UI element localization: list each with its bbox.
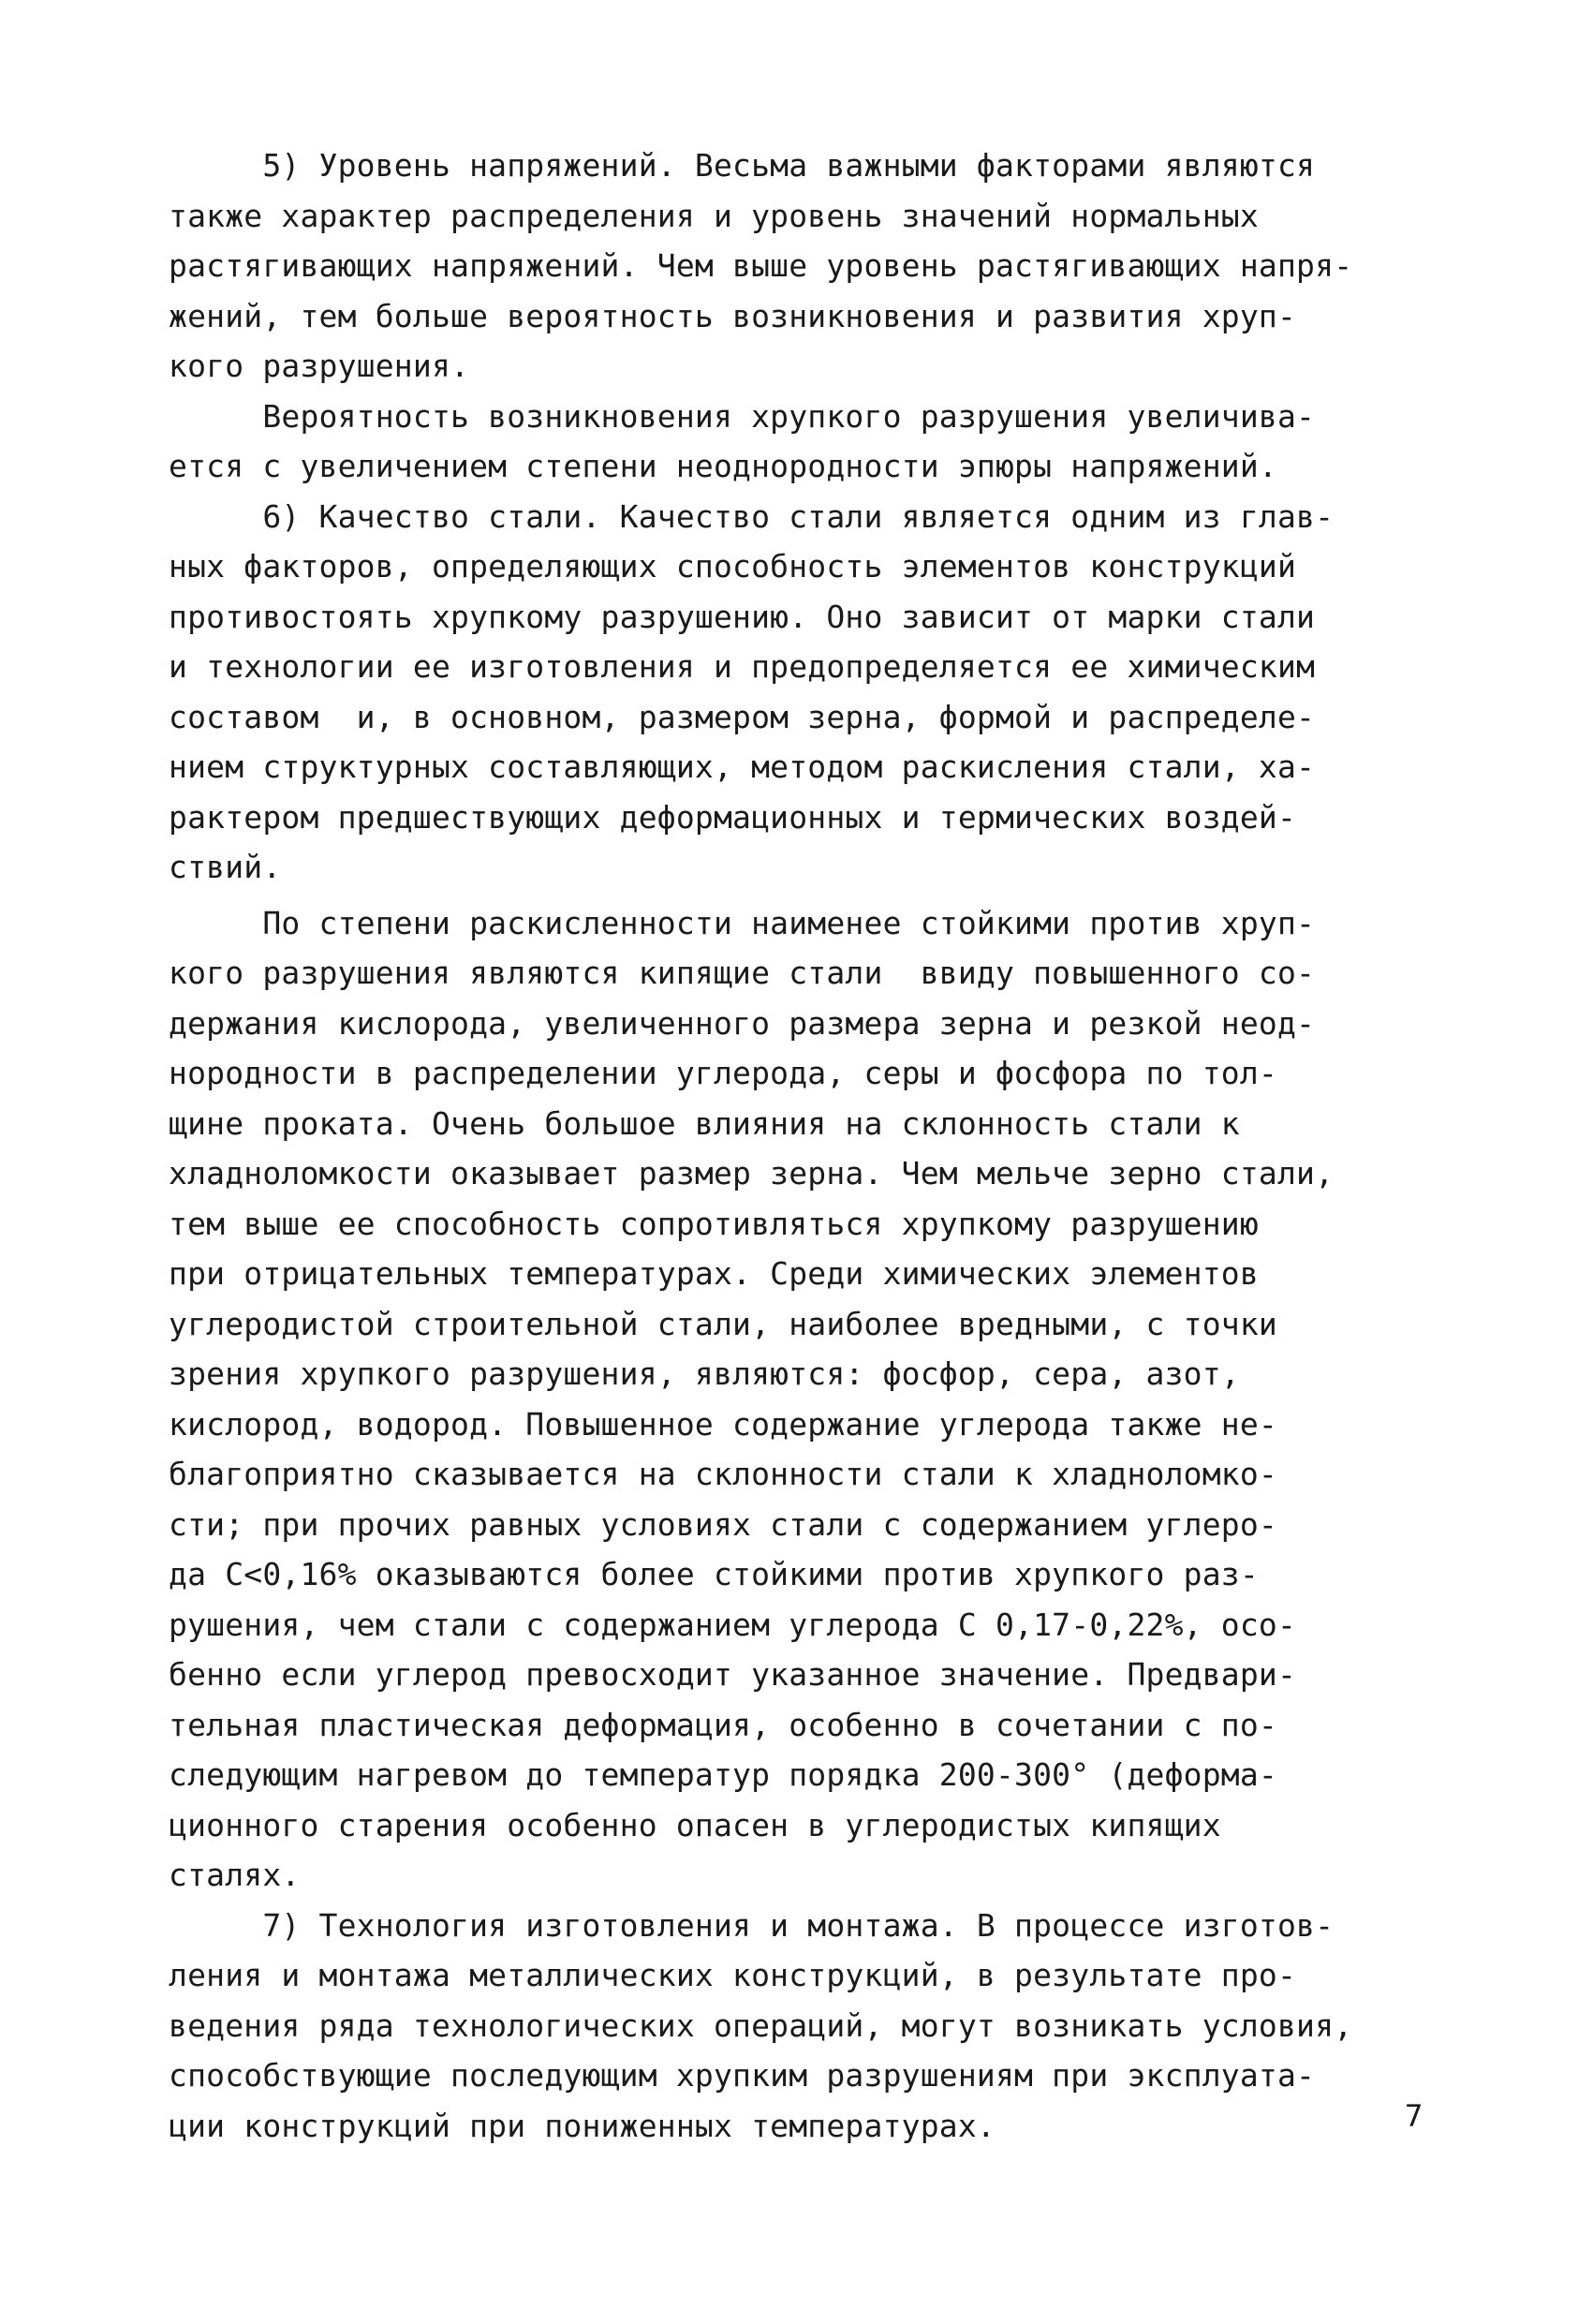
text-line: рактером предшествующих деформационных и термических воздей- [169, 798, 1297, 836]
text-line: кого разрушения. [169, 348, 470, 384]
text-line: 7) Технология изготовления и монтажа. В процессе изготов- [169, 1906, 1335, 1944]
text-line: ведения ряда технологических операций, могут возникать условия, [169, 2006, 1353, 2044]
text-line: да С<0,16% оказываются более стойкими против хрупкого раз- [169, 1556, 1259, 1592]
text-line: тельная пластическая деформация, особенно в сочетании с по- [169, 1706, 1277, 1743]
text-line: ствий. [169, 849, 282, 885]
text-line: тем выше ее способность сопротивляться хрупкому разрушению [169, 1205, 1259, 1242]
text-line: благоприятно сказывается на склонности стали к хладноломко- [169, 1456, 1277, 1492]
paragraph-stress-level [169, 141, 1461, 392]
text-line: ется с увеличением степени неоднородности эпюры напряжений. [169, 448, 1277, 484]
paragraph-steel-quality [169, 492, 1461, 893]
text-line: сталях. [169, 1857, 301, 1893]
text-line: способствующие последующим хрупким разрушениям при эксплуата- [169, 2057, 1316, 2094]
text-line: и технологии ее изготовления и предопределяется ее химическим [169, 648, 1316, 685]
text-line: сти; при прочих равных условиях стали с содержанием углеро- [169, 1505, 1277, 1543]
text-line: растягивающих напряжений. Чем выше уровень растягивающих напря- [169, 247, 1353, 284]
text-line: кого разрушения являются кипящие стали ввиду повышенного со- [169, 955, 1316, 991]
paragraph-fracture-probability [169, 392, 1461, 492]
text-line: хладноломкости оказывает размер зерна. Чем мельче зерно стали, [169, 1155, 1335, 1192]
text-line: ных факторов, определяющих способность элементов конструкций [169, 548, 1297, 585]
text-line: составом и, в основном, размером зерна, формой и распределе- [169, 698, 1316, 735]
text-line: углеродистой строительной стали, наиболее вредными, с точки [169, 1305, 1277, 1342]
paragraph-manufacturing [169, 1901, 1461, 2152]
text-line: жений, тем больше вероятность возникновения и развития хруп- [169, 297, 1297, 334]
text-line: нородности в распределении углерода, серы и фосфора по тол- [169, 1055, 1277, 1091]
text-line: противостоять хрупкому разрушению. Оно зависит от марки стали [169, 598, 1316, 635]
text-line: рушения, чем стали с содержанием углерода С 0,17-0,22%, осо- [169, 1606, 1297, 1643]
text-line: следующим нагревом до температур порядка 200-300° (деформа- [169, 1756, 1277, 1793]
text-line: держания кислорода, увеличенного размера зерна и резкой неод- [169, 1004, 1316, 1042]
text-line: бенно если углерод превосходит указанное значение. Предвари- [169, 1656, 1297, 1693]
paragraph-deoxidation [169, 898, 1461, 1901]
text-line: 5) Уровень напряжений. Весьма важными факторами являются [169, 147, 1316, 184]
text-line: ления и монтажа металлических конструкций, в результате про- [169, 1957, 1297, 1993]
text-line: ционного старения особенно опасен в углеродистых кипящих [169, 1806, 1221, 1843]
text-line: кислород, водород. Повышенное содержание углерода также не- [169, 1405, 1277, 1443]
text-line: зрения хрупкого разрушения, являются: фосфор, сера, азот, [169, 1355, 1240, 1392]
text-line: щине проката. Очень большое влияния на склонность стали к [169, 1104, 1240, 1142]
text-line: при отрицательных температурах. Среди химических элементов [169, 1255, 1259, 1292]
text-line: ции конструкций при пониженных температурах. [169, 2107, 996, 2144]
text-line: Вероятность возникновения хрупкого разрушения увеличива- [169, 397, 1316, 435]
page-number: 7 [1405, 2098, 1423, 2134]
text-line: По степени раскисленности наименее стойкими против хруп- [169, 904, 1316, 941]
text-line: также характер распределения и уровень значений нормальных [169, 197, 1259, 234]
document-body [169, 141, 1461, 2151]
text-line: нием структурных составляющих, методом раскисления стали, ха- [169, 748, 1316, 785]
text-line: 6) Качество стали. Качество стали является одним из глав- [169, 497, 1335, 535]
